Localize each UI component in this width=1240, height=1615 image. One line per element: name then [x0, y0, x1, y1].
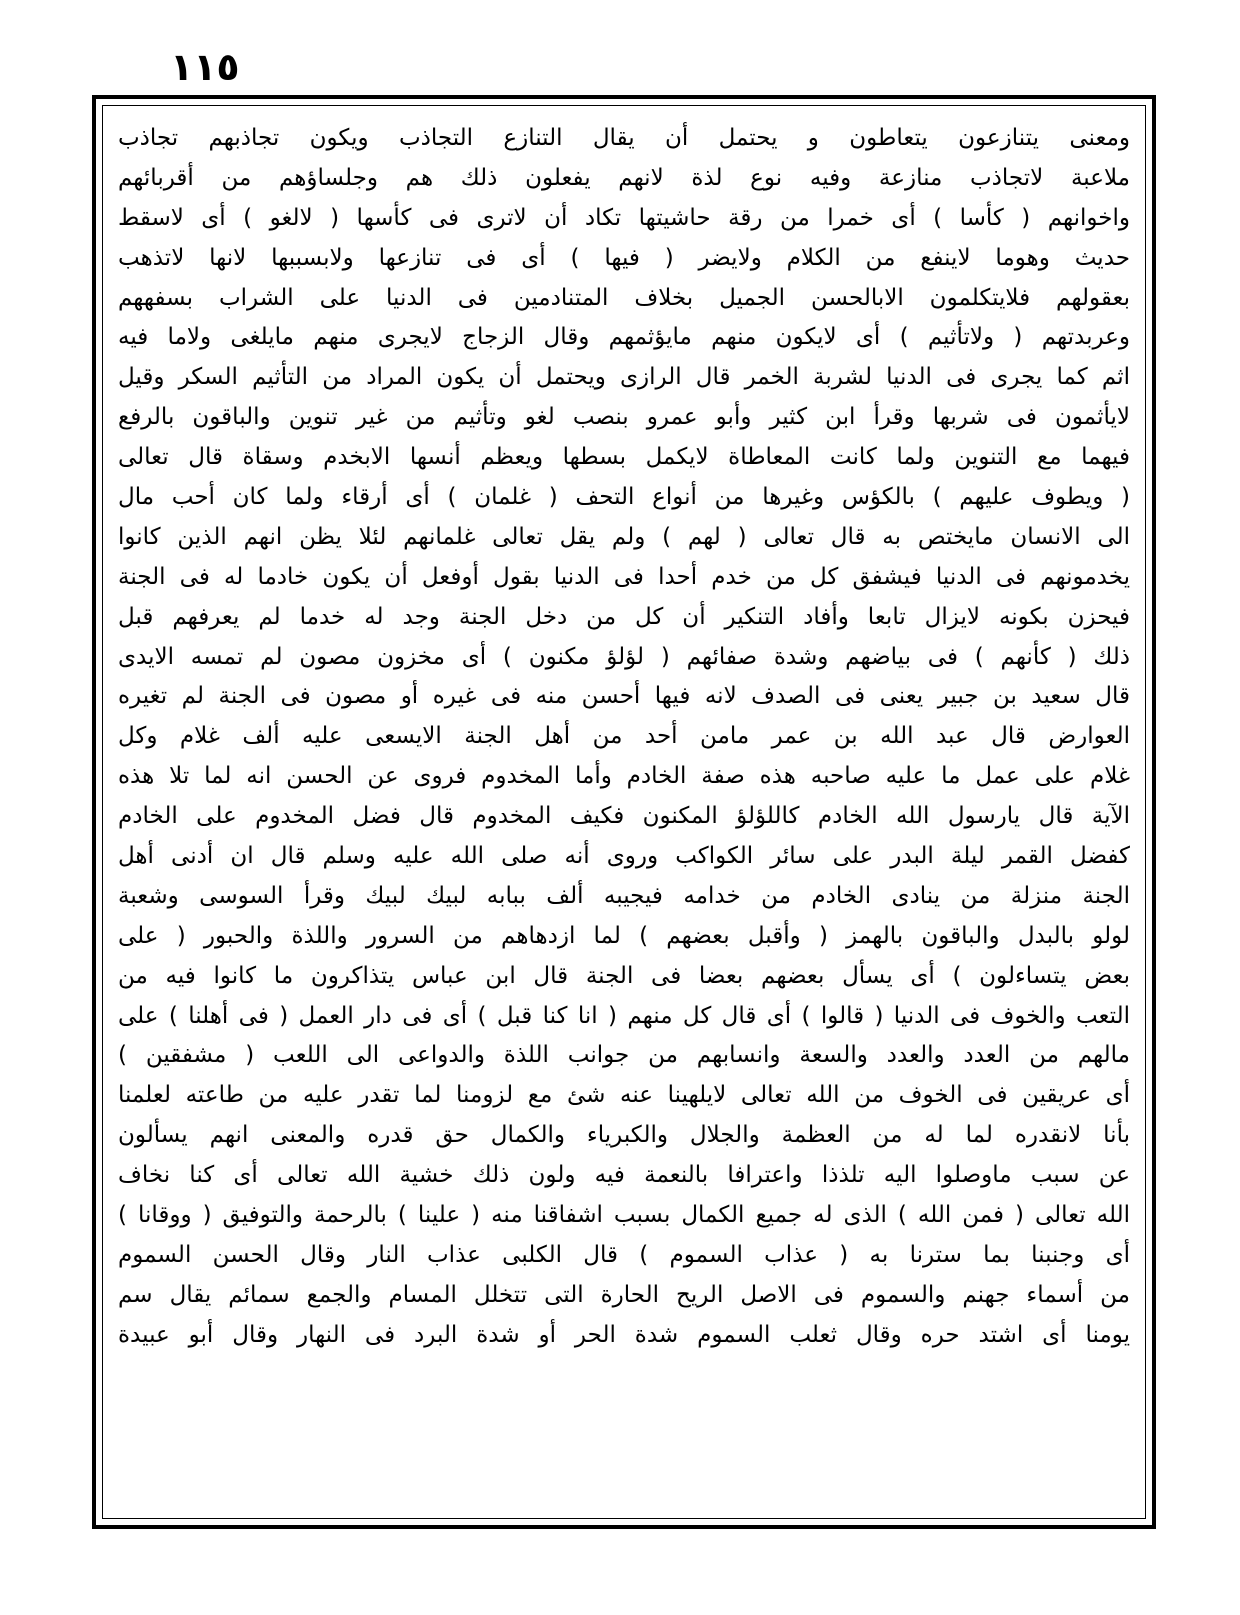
text-line: الله تعالى ( فمن الله ) الذى له جميع الكمال بسبب اشفاقنا منه ( علينا ) بالرحمة والتوفيق ( ووقانا ) — [118, 1202, 1130, 1229]
text-line: واخوانهم ( كأسا ) أى خمرا من رقة حاشيتها تكاد أن لاترى فى كأسها ( لالغو ) أى لاسقط — [118, 204, 1130, 231]
text-line: كفضل القمر ليلة البدر على سائر الكواكب وروى أنه صلى الله عليه وسلم قال ان أدنى أهل — [118, 843, 1130, 870]
text-line: فيهما مع التنوين ولما كانت المعاطاة لايكمل بسطها ويعظم أنسها الابخدم وسقاة قال تعالى — [118, 444, 1130, 471]
text-line: العوارض قال عبد الله بن عمر مامن أحد من أهل الجنة الايسعى عليه ألف غلام وكل — [118, 723, 1130, 750]
text-line: الجنة منزلة من ينادى الخادم من خدامه فيجيبه ألف ببابه لبيك لبيك وقرأ السوسى وشعبة — [118, 882, 1130, 909]
text-line: لولو بالبدل والباقون بالهمز ( وأقبل بعضهم ) لما ازدهاهم من السرور واللذة والحبور ( على — [118, 922, 1130, 949]
text-line: حديث وهوما لاينفع من الكلام ولايضر ( فيها ) أى فى تنازعها ولابسببها لانها لاتذهب — [118, 244, 1130, 271]
page-number: ١١٥ — [170, 45, 240, 89]
text-line: لايأثمون فى شربها وقرأ ابن كثير وأبو عمرو بنصب لغو وتأثيم من غير تنوين والباقون بالرفع — [118, 404, 1130, 431]
text-line: بعض يتساءلون ) أى يسأل بعضهم بعضا فى الجنة قال ابن عباس يتذاكرون ما كانوا فيه من — [118, 962, 1130, 989]
text-line: ذلك ( كأنهم ) فى بياضهم وشدة صفائهم ( لؤلؤ مكنون ) أى مخزون مصون لم تمسه الايدى — [118, 643, 1130, 670]
text-line: بأنا لانقدره لما له من العظمة والجلال والكبرياء والكمال حق قدره والمعنى انهم يسألون — [118, 1122, 1130, 1149]
text-line: يخدمونهم فى الدنيا فيشفق كل من خدم أحدا فى الدنيا بقول أوفعل أن يكون خادما له فى الجنة — [118, 563, 1130, 590]
text-line: من أسماء جهنم والسموم فى الاصل الريح الحارة التى تتخلل المسام والجمع سمائم يقال سم — [118, 1281, 1130, 1308]
text-line: اثم كما يجرى فى الدنيا لشربة الخمر قال الرازى ويحتمل أن يكون المراد من التأثيم السكر وقيل — [118, 364, 1130, 391]
text-line: وعربدتهم ( ولاتأثيم ) أى لايكون منهم مايؤثمهم وقال الزجاج لايجرى منهم مايلغى ولاما فيه — [118, 324, 1130, 351]
text-body — [118, 119, 1130, 1515]
text-line: عن سبب ماوصلوا اليه تلذذا واعترافا بالنعمة فيه ولون ذلك خشية الله تعالى أى كنا نخاف — [118, 1162, 1130, 1189]
text-line: أى عريقين فى الخوف من الله تعالى لايلهينا عنه شئ مع لزومنا لما تقدر عليه من طاعته لعلمنا — [118, 1082, 1130, 1109]
text-line: ملاعبة لاتجاذب منازعة وفيه نوع لذة لانهم يفعلون ذلك هم وجلساؤهم من أقربائهم — [118, 164, 1130, 191]
text-line: فيحزن بكونه لايزال تابعا وأفاد التنكير أن كل من دخل الجنة وجد له خدما لم يعرفهم قبل — [118, 603, 1130, 630]
text-line: الآية قال يارسول الله الخادم كاللؤلؤ المكنون فكيف المخدوم قال فضل المخدوم على الخادم — [118, 803, 1130, 830]
text-line: يومنا أى اشتد حره وقال ثعلب السموم شدة الحر أو شدة البرد فى النهار وقال أبو عبيدة — [118, 1321, 1130, 1348]
text-line: التعب والخوف فى الدنيا ( قالوا ) أى قال كل منهم ( انا كنا قبل ) أى فى دار العمل ( فى أهلنا ) على — [118, 1002, 1130, 1029]
text-line: ومعنى يتنازعون يتعاطون و يحتمل أن يقال التنازع التجاذب ويكون تجاذبهم تجاذب — [118, 125, 1130, 151]
page-border — [92, 95, 1156, 1529]
text-line: قال سعيد بن جبير يعنى فى الصدف لانه فيها أحسن منه فى غيره أو مصون فى الجنة لم تغيره — [118, 683, 1130, 710]
text-line: بعقولهم فلايتكلمون الابالحسن الجميل بخلاف المتنادمين فى الدنيا على الشراب بسفههم — [118, 284, 1130, 311]
text-line: غلام على عمل ما عليه صاحبه هذه صفة الخادم وأما المخدوم فروى عن الحسن انه لما تلا هذه — [118, 763, 1130, 790]
text-line: ( ويطوف عليهم ) بالكؤس وغيرها من أنواع التحف ( غلمان ) أى أرقاء ولما كان أحب مال — [118, 484, 1130, 511]
text-line: الى الانسان مايختص به قال تعالى ( لهم ) ولم يقل تعالى غلمانهم لئلا يظن انهم الذين كانوا — [118, 523, 1130, 550]
text-line: أى وجنبنا بما سترنا به ( عذاب السموم ) قال الكلبى عذاب النار وقال الحسن السموم — [118, 1241, 1130, 1268]
text-line: مالهم من العدد والعدد والسعة وانسابهم من جوانب اللذة والدواعى الى اللعب ( مشفقين ) — [118, 1042, 1130, 1069]
